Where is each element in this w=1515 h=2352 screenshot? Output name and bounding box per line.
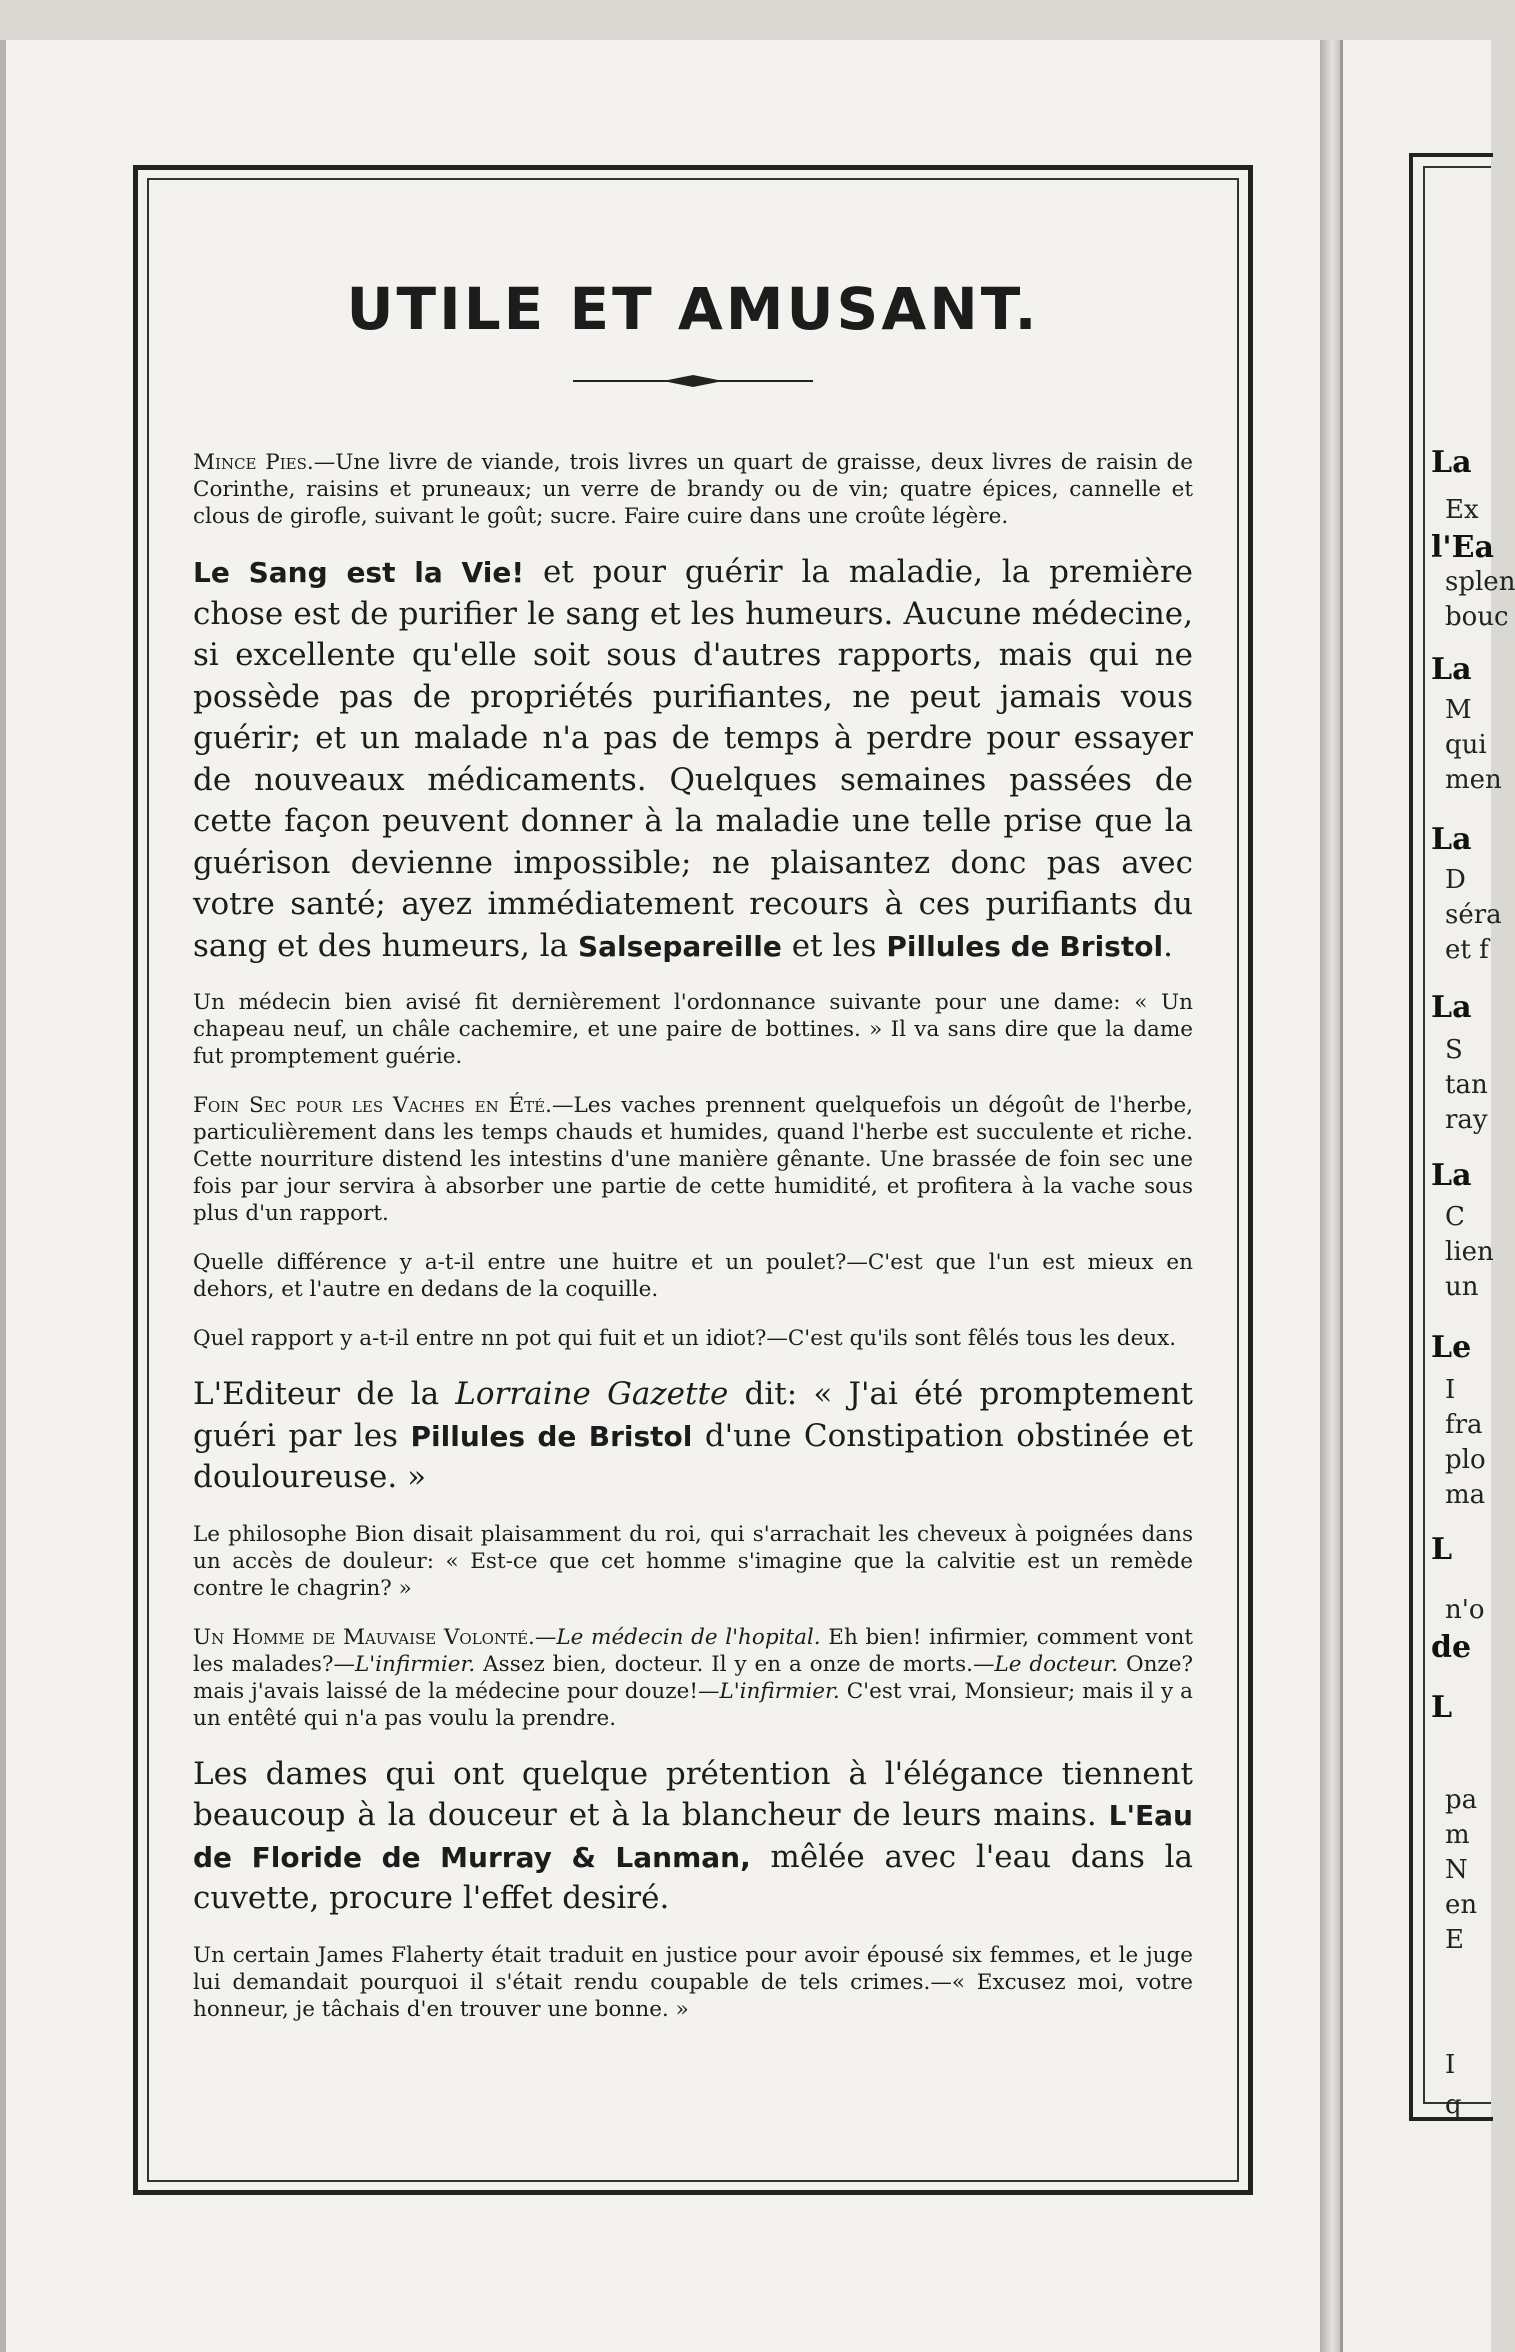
right-page-fragment: La — [1431, 652, 1472, 687]
right-page-fragment: C — [1445, 1202, 1465, 1232]
right-page-fragment: Ex — [1445, 495, 1479, 525]
paragraph-james-flaherty — [193, 1942, 1193, 2023]
gazette-text-1: L'Editeur de la — [193, 1376, 456, 1412]
dialogue-line-2: Assez bien, docteur. Il y en a onze de morts. — [475, 1651, 973, 1677]
right-page-fragment: D — [1445, 865, 1466, 895]
paragraph-mince-pies — [193, 449, 1193, 530]
right-page-fragment: La — [1431, 445, 1472, 480]
right-page-fragment: E — [1445, 1925, 1464, 1955]
bion-text: Le philosophe Bion disait plaisamment du roi, qui s'arrachait les cheveux à poignées dans un accès de douleur: « Est-ce que cet homme s'imagine que la calvitie est un remède contre le chagrin? » — [193, 1521, 1193, 1601]
eau-floride-text-1: Les dames qui ont quelque prétention à l'élégance tiennent beaucoup à la douceur et à la blancheur de leurs mains. — [193, 1755, 1193, 1833]
sang-vie-heading: Le Sang est la Vie! — [193, 556, 525, 589]
page-title: UTILE ET AMUSANT. — [346, 275, 1040, 343]
paragraph-sang-vie — [193, 552, 1193, 967]
mince-pies-text: —Une livre de viande, trois livres un quart de graisse, deux livres de raisin de Corinthe, raisins et pruneaux; un verre de brandy ou de vin; quatre épices, cannelle et clous de girofle, suivant le goût; sucre. Faire cuire dans une croûte légère. — [193, 450, 1193, 529]
right-page-fragment: I — [1445, 2050, 1456, 2080]
brand-eau-floride: L'Eau de Floride de Murray & Lanman, — [193, 1799, 1193, 1874]
mauvaise-volonte-heading: Un Homme de Mauvaise Volonté. — [193, 1624, 535, 1650]
right-page-fragment: séra — [1445, 900, 1502, 930]
book-spine — [1320, 40, 1340, 2352]
right-page-fragment: L — [1431, 1690, 1453, 1725]
right-page-fragment: Le — [1431, 1330, 1472, 1365]
right-page-fragment: bouc — [1445, 602, 1509, 632]
paragraph-mauvaise-volonte — [193, 1624, 1193, 1732]
dialogue-speaker-3: —Le docteur. — [972, 1651, 1119, 1677]
brand-pillules-bristol: Pillules de Bristol — [886, 929, 1164, 963]
right-page-fragment: pa — [1445, 1785, 1478, 1815]
huitre-poulet-text: Quelle différence y a-t-il entre une huitre et un poulet?—C'est que l'un est mieux en dehors, et l'autre en dedans de la coquille. — [193, 1250, 1193, 1302]
right-page-fragment: ray — [1445, 1105, 1488, 1135]
right-page-fragment: I — [1445, 1375, 1456, 1405]
eau-floride-text-2: mêlée avec l'eau dans la cuvette, procure l'effet desiré. — [193, 1838, 1193, 1916]
foin-sec-heading: Foin Sec pour les Vaches en Été. — [193, 1093, 552, 1118]
right-page-fragment: l'Ea — [1431, 530, 1494, 565]
right-page-fragment: n'o — [1445, 1595, 1485, 1625]
right-page-fragment: q — [1445, 2090, 1462, 2120]
gazette-text-3: d'une Constipation obstinée et douloureuse. » — [193, 1417, 1193, 1495]
sang-vie-text-2: et les — [781, 927, 887, 964]
right-page-fragment: lien — [1445, 1237, 1494, 1267]
paragraph-bion — [193, 1521, 1193, 1602]
paragraph-pot-idiot — [193, 1325, 1193, 1352]
divider-ornament — [573, 373, 813, 389]
dialogue-line-4: C'est vrai, Monsieur; mais il y a un entêté qui n'a pas voulu la prendre. — [193, 1678, 1193, 1731]
right-page-fragment: qui — [1445, 730, 1487, 760]
dialogue-line-1: Eh bien! infirmier, comment vont les malades? — [193, 1624, 1193, 1677]
right-page-fragment: La — [1431, 990, 1472, 1025]
paragraph-foin-sec — [193, 1092, 1193, 1227]
right-page-fragment: men — [1445, 765, 1502, 795]
right-page-fragment: et f — [1445, 935, 1489, 965]
gazette-text-2: dit: « J'ai été promptement guéri par les — [193, 1376, 1193, 1454]
james-flaherty-text: Un certain James Flaherty était traduit en justice pour avoir épousé six femmes, et le juge lui demandait pourquoi il s'était rendu coupable de tels crimes.—« Excusez moi, votre honneur, je tâchais d'en trouver une bonne. » — [193, 1942, 1193, 2022]
sang-vie-text-1: et pour guérir la maladie, la première chose est de purifier le sang et les humeurs. Aucune médecine, si excellente qu'elle soit sous d'autres rapports, mais qui ne possède pas de propriétés purifiantes, ne peut jamais vous guérir; et un malade n'a pas de temps à perdre pour essayer de nouveaux médicaments. Quelques semaines passées de cette façon peuvent donner à la maladie une telle prise que la guérison devienne impossible; ne plaisantez donc pas avec votre santé; ayez immédiatement recours à ces purifiants du sang et des humeurs, la — [193, 554, 1193, 964]
medecin-avise-text: Un médecin bien avisé fit dernièrement l'ordonnance suivante pour une dame: « Un chapeau neuf, un châle cachemire, et une paire de bottines. » Il va sans dire que la dame fut promptement guérie. — [193, 990, 1193, 1069]
pot-idiot-text: Quel rapport y a-t-il entre nn pot qui fuit et un idiot?—C'est qu'ils sont fêlés tous les deux. — [193, 1326, 1177, 1351]
foin-sec-text: —Les vaches prennent quelquefois un dégoût de l'herbe, particulièrement dans les temps chauds et humides, quand l'herbe est succulente et riche. Cette nourriture distend les intestins d'une manière gênante. Une brassée de foin sec une fois par jour servira à absorber une partie de cette humidité, et profitera à la vache sous plus d'un rapport. — [193, 1093, 1194, 1226]
sang-vie-text-3: . — [1163, 927, 1173, 964]
right-page-fragment: splen — [1445, 567, 1515, 597]
right-page-fragment: L — [1431, 1532, 1453, 1567]
right-page-fragment: en — [1445, 1890, 1478, 1920]
article-box — [147, 178, 1239, 2182]
right-page-fragment: m — [1445, 1820, 1470, 1850]
paragraph-lorraine-gazette — [193, 1374, 1193, 1499]
right-page-fragment: un — [1445, 1272, 1479, 1302]
dialogue-speaker-2: —L'infirmier. — [333, 1651, 476, 1677]
right-page-fragment: plo — [1445, 1445, 1486, 1475]
gazette-name: Lorraine Gazette — [455, 1376, 729, 1412]
dialogue-speaker-1: —Le médecin de l'hopital. — [534, 1624, 821, 1650]
right-page-fragment: ma — [1445, 1480, 1486, 1510]
dialogue-line-3: Onze? mais j'avais laissé de la médecine pour douze! — [193, 1651, 1194, 1704]
right-page-fragment: tan — [1445, 1070, 1488, 1100]
brand-salsepareille: Salsepareille — [578, 929, 782, 963]
right-page-fragment: N — [1445, 1855, 1468, 1885]
brand-pillules-bristol-2: Pillules de Bristol — [410, 1419, 693, 1453]
right-page-fragment: La — [1431, 822, 1472, 857]
right-page-fragment: S — [1445, 1035, 1463, 1065]
right-page — [1340, 40, 1515, 2352]
paragraph-huitre-poulet — [193, 1249, 1193, 1303]
right-page-fragment: La — [1431, 1158, 1472, 1193]
dialogue-speaker-4: —L'infirmier. — [697, 1678, 840, 1704]
paragraph-eau-floride — [193, 1754, 1193, 1920]
right-page-fragment: fra — [1445, 1410, 1483, 1440]
paragraph-medecin-avise — [193, 989, 1193, 1070]
mince-pies-heading: Mince Pies. — [193, 450, 314, 475]
right-page-fragment: M — [1445, 695, 1472, 725]
right-page-fragment: de — [1431, 1630, 1472, 1665]
